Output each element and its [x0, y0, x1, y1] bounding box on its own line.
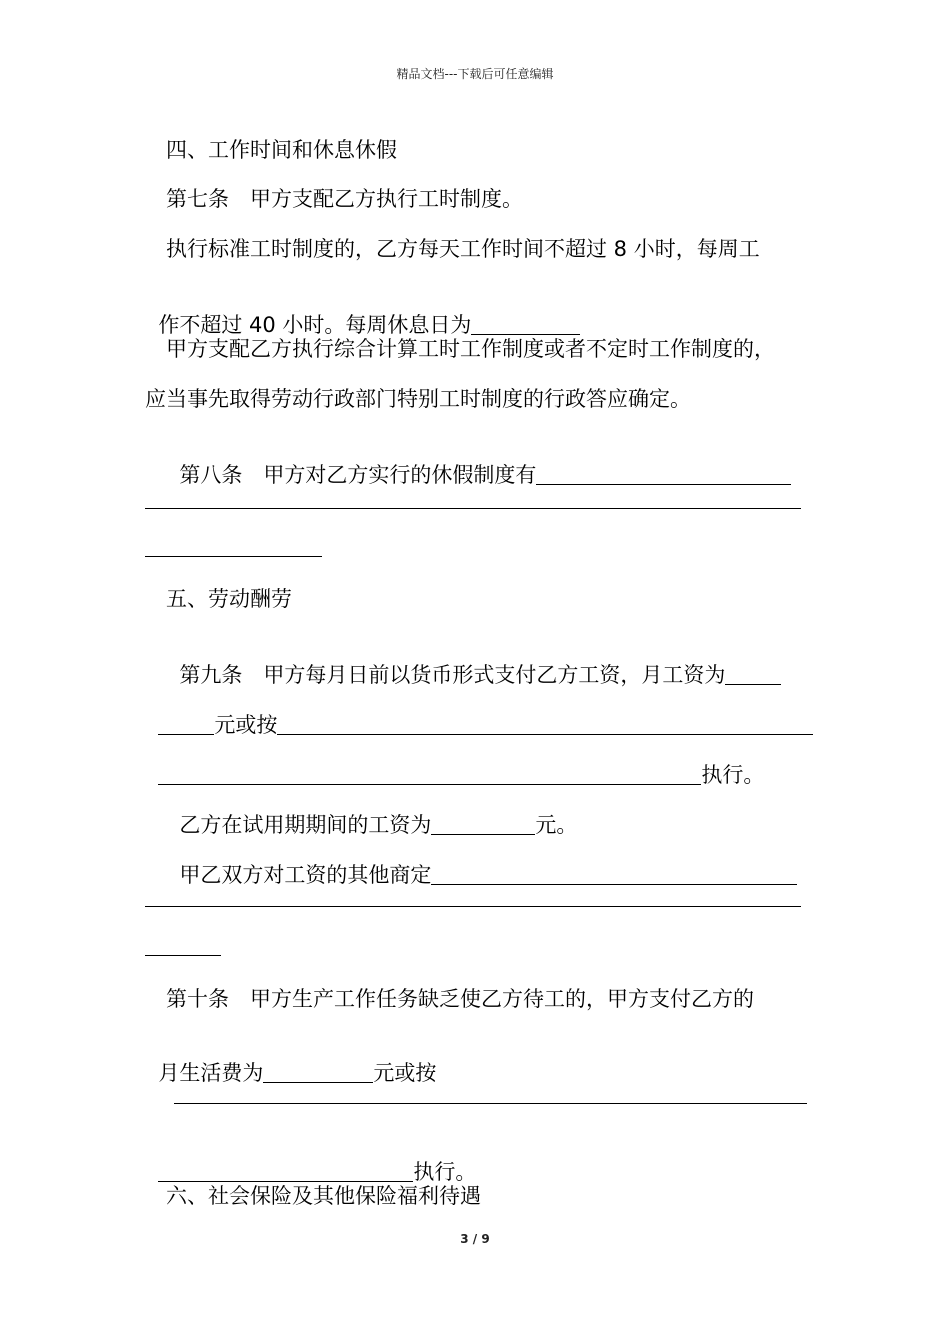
other-wage-agreements-text: 甲乙双方对工资的其他商定 [179, 863, 432, 887]
leave-system-blank-3[interactable] [145, 556, 322, 557]
probation-wage-blank[interactable] [431, 814, 535, 835]
article-7-para-3: 甲方支配乙方执行综合计算工时工作制度或者不定时工作制度的， [166, 337, 775, 361]
probation-wage-unit: 元。 [535, 813, 578, 837]
living-allowance-blank[interactable] [263, 1062, 373, 1083]
monthly-wage-blank-1[interactable] [725, 664, 781, 685]
allowance-method-blank-2[interactable] [158, 1161, 413, 1182]
section-title-remuneration: 五、劳动酬劳 [166, 587, 292, 611]
wage-method-blank-2[interactable] [158, 764, 701, 785]
article-10-para-2 [145, 1034, 436, 1086]
article-8 [166, 436, 791, 488]
article-9-yuan-text: 元或按 [214, 713, 278, 737]
section-title-work-hours: 四、工作时间和休息休假 [166, 138, 397, 162]
leave-system-blank-1[interactable] [536, 464, 791, 485]
article-9-text: 第九条 甲方每月日前以货币形式支付乙方工资，月工资为 [179, 663, 726, 687]
probation-wage [166, 786, 577, 838]
article-10-yuan-text: 元或按 [373, 1061, 437, 1085]
article-10-para-1: 第十条 甲方生产工作任务缺乏使乙方待工的，甲方支付乙方的 [166, 987, 754, 1011]
article-7-para-2-text: 作不超过 40 小时。每周休息日为 [158, 313, 472, 337]
section-title-social-insurance: 六、社会保险及其他保险福利待遇 [166, 1184, 481, 1208]
article-7: 第七条 甲方支配乙方执行工时制度。 [166, 187, 523, 211]
other-wage-blank-2[interactable] [145, 906, 801, 907]
allowance-method-blank-1[interactable] [174, 1103, 807, 1104]
article-9-exec-text: 执行。 [701, 763, 765, 787]
leave-system-blank-2[interactable] [145, 508, 801, 509]
other-wage-agreements [166, 836, 797, 888]
article-7-para-2 [145, 286, 580, 338]
page-number: 3 / 9 [460, 1232, 490, 1246]
weekly-rest-day-blank[interactable] [471, 314, 580, 335]
article-10-exec-line [145, 1133, 476, 1185]
article-10-para-2-text: 月生活费为 [158, 1061, 264, 1085]
probation-wage-text: 乙方在试用期期间的工资为 [179, 813, 432, 837]
wage-method-blank-1[interactable] [277, 714, 813, 735]
article-8-text: 第八条 甲方对乙方实行的休假制度有 [179, 463, 537, 487]
article-10-exec-text: 执行。 [413, 1160, 477, 1184]
page-header: 精品文档---下载后可任意编辑 [396, 67, 554, 81]
other-wage-blank-1[interactable] [431, 864, 797, 885]
article-9-line-2 [145, 686, 813, 738]
article-9 [166, 636, 781, 688]
monthly-wage-blank-2[interactable] [158, 714, 214, 735]
article-7-para-4: 应当事先取得劳动行政部门特别工时制度的行政答应确定。 [145, 387, 691, 411]
article-7-para-1: 执行标准工时制度的，乙方每天工作时间不超过 8 小时，每周工 [166, 237, 760, 261]
other-wage-blank-3[interactable] [145, 955, 221, 956]
article-9-line-3 [145, 736, 764, 788]
